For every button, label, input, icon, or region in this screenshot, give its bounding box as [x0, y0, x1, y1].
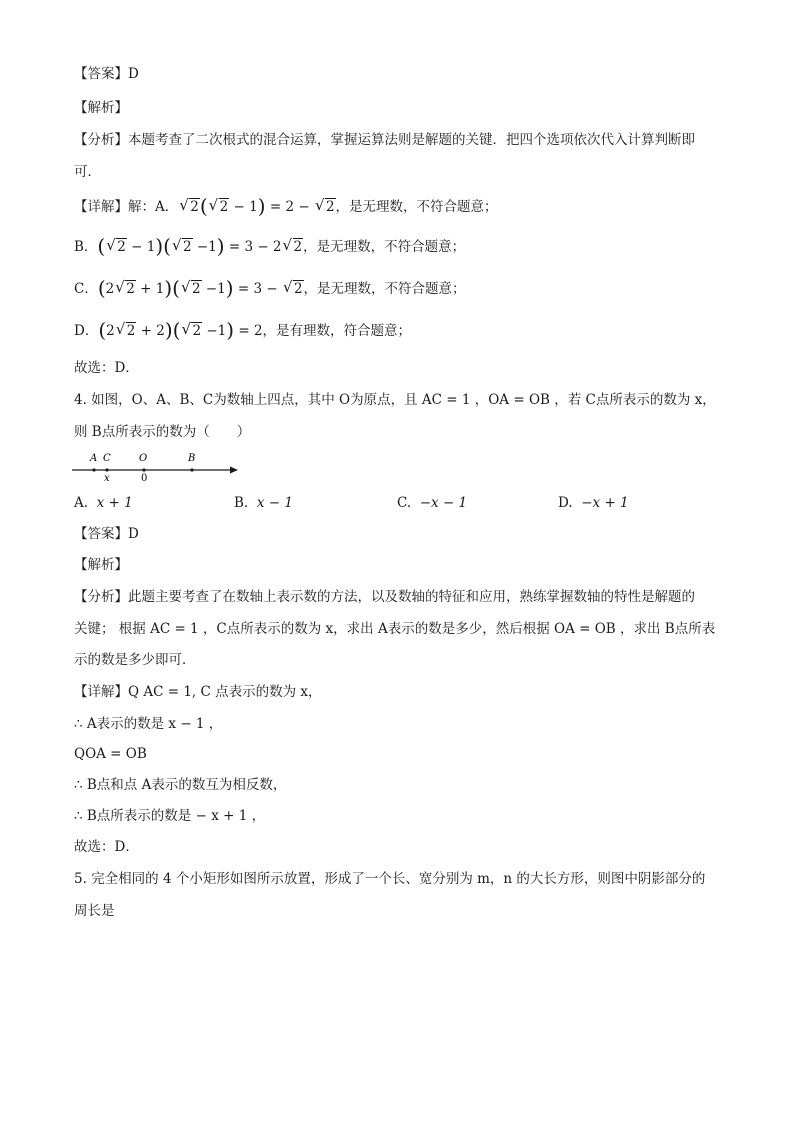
q4-analysis-heading: 【解析】	[74, 557, 128, 573]
point-a	[92, 468, 95, 471]
answer-label: 【答案】	[74, 66, 128, 82]
q4-analysis-line-2: 关键； 根据 AC = 1 ，C点所表示的数为 x，求出 A表示的数是多少，然后根据 OA = OB ，求出 B点所表	[74, 621, 716, 637]
q3-analysis-line-1: 【分析】本题考查了二次根式的混合运算，掌握运算法则是解题的关键．把四个选项依次代入计算判断即	[74, 132, 695, 148]
point-c	[105, 468, 108, 471]
option-b[interactable]: B. x − 1	[234, 495, 293, 511]
label-x: x	[104, 473, 110, 484]
q3-analysis-line-2: 可．	[74, 164, 101, 180]
q3-conclusion: 故选：D．	[74, 360, 139, 376]
option-a[interactable]: A. x + 1	[74, 495, 133, 511]
q3-answer	[74, 64, 139, 84]
axis-arrow-icon	[230, 467, 238, 474]
q4-detail-line-3: QOA = OB	[74, 746, 147, 762]
label-zero: 0	[141, 473, 148, 484]
point-o	[142, 468, 145, 471]
q3-detail-line-a: 【详解】解：A．√ 2(√ 2 − 1) = 2 − √ 2，是无理数，不符合题意；	[74, 196, 498, 217]
q4-conclusion: 故选：D．	[74, 839, 139, 855]
q4-detail-line-2: ∴ A表示的数是 x − 1 ，	[74, 716, 223, 732]
label-o: O	[139, 453, 148, 464]
q4-analysis-line-3: 示的数是多少即可．	[74, 652, 196, 668]
q5-stem-line-2: 周长是	[74, 903, 115, 919]
q4-answer: 【答案】D	[74, 526, 139, 542]
q3-detail-line-b: B．(√ 2 − 1)(√ 2 −1) = 3 − 2√ 2，是无理数，不符合题意；	[74, 236, 465, 257]
label-b: B	[188, 453, 196, 464]
q4-detail-line-4: ∴ B点和点 A表示的数互为相反数，	[74, 777, 287, 793]
label-a: A	[90, 453, 98, 464]
q4-detail-line-1: 【详解】Q AC = 1, C 点表示的数为 x，	[74, 684, 322, 700]
q4-detail-line-5: ∴ B点所表示的数是 − x + 1 ，	[74, 808, 266, 824]
point-b	[190, 468, 193, 471]
option-c[interactable]: C. −x − 1	[397, 495, 468, 511]
number-line-figure	[70, 448, 242, 484]
q3-detail-line-c: C．(2√ 2 + 1)(√ 2 −1) = 3 − √ 2，是无理数，不符合题意；	[74, 278, 466, 299]
label-c: C	[103, 453, 111, 464]
q4-stem-line-2: 则 B点所表示的数为（ ）	[74, 424, 251, 440]
q4-analysis-line-1: 【分析】此题主要考查了在数轴上表示数的方法，以及数轴的特征和应用，熟练掌握数轴的特性是解题的	[74, 589, 695, 605]
q3-detail-line-d: D．(2√ 2 + 2)(√ 2 −1) = 2，是有理数，符合题意；	[74, 320, 411, 341]
answer-value: D	[128, 66, 139, 82]
option-d[interactable]: D. −x + 1	[558, 495, 629, 511]
q5-stem-line-1: 5. 完全相同的 4 个小矩形如图所示放置，形成了一个长、宽分别为 m，n 的大长方形，则图中阴影部分的	[74, 871, 706, 887]
q3-analysis-heading: 【解析】	[74, 100, 128, 116]
q4-stem-line-1: 4. 如图，O、A、B、C为数轴上四点，其中 O为原点，且 AC = 1 ，OA = OB ，若 C点所表示的数为 x，	[74, 392, 716, 408]
q4-options	[74, 493, 714, 513]
